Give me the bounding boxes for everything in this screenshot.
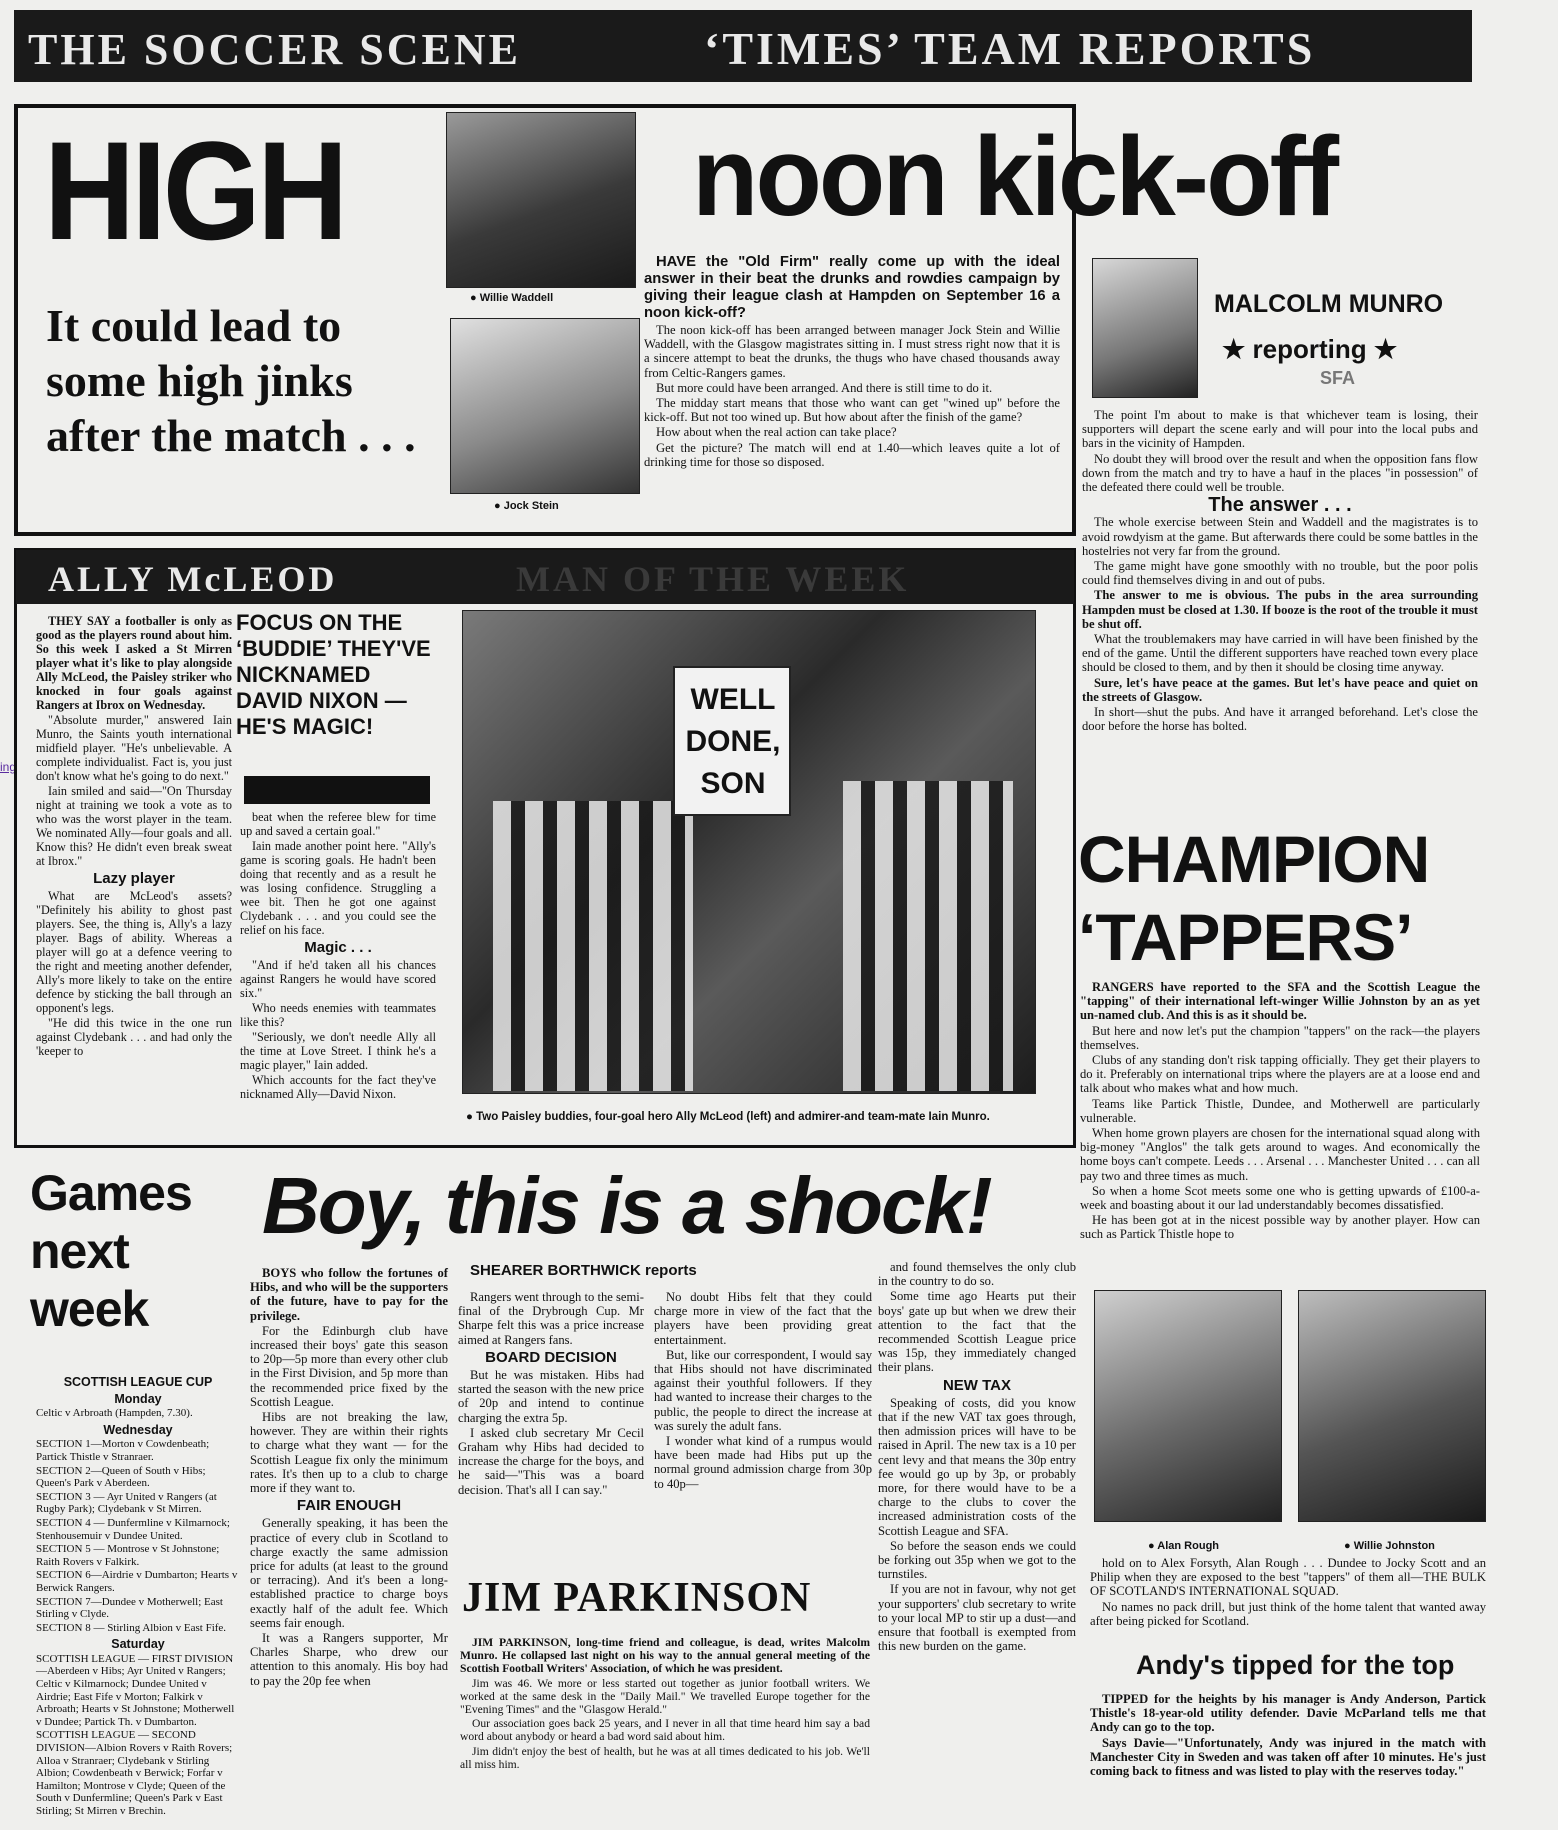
ally-para: What are McLeod's assets? "Definitely his ability to ghost past players. See, the thing is, Ally's a lazy player. Bags of ability. Whereas a player will go at a defence veering to the right and meeting another defender, Ally's more likely to take on the entire defence by sticking the ball through an opponent's legs. — [36, 889, 232, 1015]
champion-headline: CHAMPION ‘TAPPERS’ — [1078, 822, 1430, 974]
lead-para: The noon kick-off has been arranged between manager Jock Stein and Willie Waddell, with the Glasgow magistrates sitting in. I must stress right now that it is a sincere attempt to beat the drunks, the thugs who have chased thousands away from Celtic-Rangers games. — [644, 323, 1060, 380]
lead-para: Get the picture? The match will end at 1.40—which leaves quite a lot of drinking time for those so disposed. — [644, 440, 1060, 469]
answer-heading: The answer . . . — [1208, 494, 1352, 517]
games-title: Games next week — [30, 1165, 192, 1337]
photo-willie-waddell — [446, 112, 636, 288]
tax-heading: NEW TAX — [942, 1376, 1012, 1394]
photo-malcolm-munro — [1092, 258, 1198, 398]
andy-para: Says Davie—"Unfortunately, Andy was injured in the match with Manchester City in Sweden and was taken off after 10 minutes. He's just coming back to fitness and was listed to play with the reserves today." — [1090, 1735, 1486, 1779]
boy-para: Some time ago Hearts put their boys' gate up but when we drew their attention to the fact that the recommended Scottish League price was 15p, they immediately changed their plans. — [878, 1289, 1076, 1375]
ally-bar-faded: MAN OF THE WEEK — [516, 559, 910, 599]
boy-para: So before the season ends we could be forking out 35p when we got to the turnstiles. — [878, 1538, 1076, 1582]
ally-para: THEY SAY a footballer is only as good as the players round about him. So this week I asked a St Mirren player what it's like to play alongside Ally McLeod, the Paisley striker who knocked in four goals against Rangers at Ibrox on Wednesday. — [36, 614, 232, 712]
magic-heading: Magic . . . — [304, 939, 372, 956]
header-right-title: ‘TIMES’ TEAM REPORTS — [704, 23, 1316, 74]
ally-column-2 — [240, 810, 436, 1102]
focus-headline: FOCUS ON THE ‘BUDDIE’ THEY'VE NICKNAMED DAVID NIXON —HE'S MAGIC! — [236, 610, 431, 739]
fixture: SECTION 6—Airdrie v Dumbarton; Hearts v Berwick Rangers. — [36, 1569, 238, 1594]
fixture: SECTION 8 — Stirling Albion v East Fife. — [36, 1621, 227, 1634]
boy-byline: SHEARER BORTHWICK reports — [470, 1262, 697, 1279]
fixtures-list — [36, 1372, 240, 1819]
lead-para: The midday start means that those who want can get "wined up" before the kick-off. But not too wined up. But how about after the finish of the game? — [644, 396, 1060, 425]
fixture: SCOTTISH LEAGUE — FIRST DIVISION—Aberdeen v Hibs; Ayr United v Rangers; Celtic v Kilmarnock; Dundee United v Airdrie; East Fife v Morton; Falkirk v Arbroath; Hearts v St Johnstone; Motherwell v Dundee; Partick Th. v Dumbarton. — [36, 1652, 235, 1728]
photo-willie-johnston — [1298, 1290, 1486, 1522]
focus-black-rule — [244, 776, 430, 804]
striped-shirt-left — [493, 801, 693, 1091]
byline-name: MALCOLM MUNRO — [1214, 290, 1444, 318]
byline-tag: SFA — [1320, 368, 1356, 388]
boy-column-1 — [250, 1266, 448, 1689]
munro-para: No doubt they will brood over the result and when the opposition fans flow down from the match and try to have a hauf in the places "in possession" of the defeated there could well be trouble. — [1082, 451, 1478, 495]
boy-para: But, like our correspondent, I would say that Hibs should not have discriminated against their youthful followers. If they had wanted to increase their charges to the public, the people to direct the increase at was surely the adult fans. — [654, 1347, 872, 1433]
boy-para: Hibs are not breaking the law, however. They are within their rights to charge what they want — for the Scottish League fix only the minimum rates. It's then up to a club to charge more if they want to. — [250, 1410, 448, 1496]
fixture: Celtic v Arbroath (Hampden, 7.30). — [36, 1407, 193, 1420]
ally-para: Iain smiled and said—"On Thursday night at training we took a vote as to who was the worst player in the team. We nominated Ally—four goals and all. Know this? He didn't even break sweat at Ibrox." — [36, 784, 232, 868]
ally-bar-title: ALLY McLEOD — [48, 559, 338, 599]
boy-para: If you are not in favour, why not get your supporters' club secretary to write to your local MP to stir up a dust—and ensure that football is exempted from this new burden on the game. — [878, 1582, 1076, 1654]
ally-bar — [16, 550, 1074, 604]
lead-headline-right: noon kick-off — [692, 114, 1337, 239]
boy-para: Rangers went through to the semi-final of the Drybrough Cup. Mr Sharpe felt this was a price increase aimed at Rangers fans. — [458, 1290, 644, 1347]
champion-article — [1080, 980, 1480, 1243]
lead-article — [644, 254, 1060, 470]
ally-column-1 — [36, 614, 232, 1059]
boy-headline: Boy, this is a shock! — [262, 1161, 991, 1250]
ally-para: Who needs enemies with teammates like this? — [240, 1001, 436, 1029]
boy-para: It was a Rangers supporter, Mr Charles Sharpe, who drew our attention to this anomaly. His boy had to pay the 20p fee when — [250, 1631, 448, 1688]
boy-column-4 — [878, 1260, 1076, 1654]
jim-para: Jim didn't enjoy the best of health, but he was at all times dedicated to his job. We'll all miss him. — [460, 1744, 870, 1771]
jim-para: Our association goes back 25 years, and I never in all that time heard him say a bad word about anybody or heard a bad word said about him. — [460, 1717, 870, 1744]
ally-para: Which accounts for the fact they've nicknamed Ally—David Nixon. — [240, 1073, 436, 1101]
answer-para: The game might have gone smoothly with no trouble, but the poor polis could find themselves diving in and out of pubs. — [1082, 559, 1478, 588]
boy-para: But he was mistaken. Hibs had started the season with the new price of 20p and intend to continue charging the extra 5p. — [458, 1368, 644, 1425]
header-bar — [14, 10, 1472, 82]
photo-paisley-buddies — [462, 610, 1036, 1094]
boy-para: and found themselves the only club in the country to do so. — [878, 1260, 1076, 1289]
saturday-heading: Saturday — [111, 1637, 165, 1652]
champion-para: When home grown players are chosen for the international squad along with big-money "Anglos" the talk gets around to wages. And economically the home boys can't compete. Leeds . . . Arsenal . . . Manchester United . . . can all pay two and three times as much. — [1080, 1126, 1480, 1183]
ally-para: "And if he'd taken all his chances against Rangers he would have scored six." — [240, 958, 436, 1000]
fair-heading: FAIR ENOUGH — [296, 1497, 402, 1515]
sign-text: WELL DONE, SON — [685, 683, 781, 800]
champion-continued — [1090, 1556, 1486, 1629]
board-heading: BOARD DECISION — [485, 1348, 617, 1366]
fixture: SECTION 1—Morton v Cowdenbeath; Partick Thistle v Stranraer. — [36, 1438, 210, 1463]
jim-para: Jim was 46. We more or less started out together as junior football writers. We worked at the same desk in the "Daily Mail." We travelled Europe together for the "Evening Times" and the "Glasgow Herald." — [460, 1676, 870, 1717]
champion-para: But here and now let's put the champion "tappers" on the rack—the players themselves. — [1080, 1023, 1480, 1052]
answer-para: Sure, let's have peace at the games. But let's have peace and quiet on the streets of Glasgow. — [1082, 675, 1478, 704]
munro-column — [1082, 408, 1478, 734]
fixture: SECTION 4 — Dunfermline v Kilmarnock; Stenhousemuir v Dundee United. — [36, 1516, 230, 1542]
andy-article — [1090, 1692, 1486, 1779]
champion-para: He has been got at in the nicest possible way by another player. How can such as Partick Thistle hope to — [1080, 1213, 1480, 1242]
ally-para: "He did this twice in the one run against Clydebank . . . and had only the 'keeper to — [36, 1016, 232, 1058]
ally-para: beat when the referee blew for time up and saved a certain goal." — [240, 810, 436, 838]
jim-headline: JIM PARKINSON — [462, 1575, 812, 1621]
andy-heading: Andy's tipped for the top — [1136, 1650, 1455, 1680]
lazy-heading: Lazy player — [93, 870, 175, 887]
answer-para: The whole exercise between Stein and Waddell and the magistrates is to avoid rowdyism at the game. But afterwards there could be some battles in the hostelries not very far from the ground. — [1082, 515, 1478, 558]
answer-para: The answer to me is obvious. The pubs in the area surrounding Hampden must be closed at 1.30. If booze is the root of the trouble it must be shut off. — [1082, 588, 1478, 631]
fixture: SECTION 7—Dundee v Motherwell; East Stirling v Clyde. — [36, 1595, 223, 1621]
caption-willie-johnston: ● Willie Johnston — [1344, 1540, 1435, 1552]
munro-para: The point I'm about to make is that whichever team is losing, their supporters will depart the scene early and will pour into the local pubs and bars in the vicinity of Hampden. — [1082, 408, 1478, 451]
monday-heading: Monday — [114, 1391, 162, 1406]
edge-link[interactable]: ing — [0, 760, 17, 774]
champion-para: hold on to Alex Forsyth, Alan Rough . . . Dundee to Jocky Scott and an Philip when they are exposed to the best "tappers" of them all—THE BULK OF SCOTLAND'S INTERNATIONAL SQUAD. — [1090, 1556, 1486, 1599]
photo-alan-rough — [1094, 1290, 1282, 1522]
boy-column-3 — [654, 1290, 872, 1492]
ally-photo-caption: ● Two Paisley buddies, four-goal hero Ally McLeod (left) and admirer-and team-mate Iain Munro. — [466, 1111, 990, 1123]
ally-para: Iain made another point here. "Ally's game is scoring goals. He hadn't been doing that recently and as a result he was losing confidence. Struggling a wee bit. Then he got one against Clydebank . . . and you could see the relief on his face. — [240, 839, 436, 937]
lead-para: But more could have been arranged. And there is still time to do it. — [656, 380, 993, 395]
caption-willie-waddell: ● Willie Waddell — [470, 292, 554, 304]
boy-para: Speaking of costs, did you know that if the new VAT tax goes through, then admission prices will have to be raised in April. The new tax is a 10 per cent levy and that means the 30p entry fee would go up by 3p, or probably more, for there would have to be a charge to the clubs to cover the increased administration costs of the Scottish League and SFA. — [878, 1395, 1076, 1538]
andy-para: TIPPED for the heights by his manager is Andy Anderson, Partick Thistle's 18-year-old utility defender. Davie McParland tells me that Andy can go to the top. — [1090, 1692, 1486, 1735]
lead-strapline: It could lead to some high jinks after the match . . . — [46, 300, 416, 461]
boy-para: I wonder what kind of a rumpus would have been made had Hibs put up the normal ground admission charge from 30p to 40p— — [654, 1434, 872, 1491]
caption-jock-stein: ● Jock Stein — [494, 500, 559, 512]
jim-article — [460, 1636, 870, 1772]
boy-para: No doubt Hibs felt that they could charge more in view of the fact that the players have been providing great entertainment. — [654, 1290, 872, 1347]
champion-para: Clubs of any standing don't risk tapping officially. They get their players to do it. Preferably on international trips where the players are at a loose end and talk about who makes what and how much. — [1080, 1053, 1480, 1096]
champion-para: No names no pack drill, but just think of the home talent that wanted away after being picked for Scotland. — [1090, 1599, 1486, 1628]
byline-role: ★ reporting ★ — [1222, 334, 1398, 364]
fixture: SECTION 3 — Ayr United v Rangers (at Rugby Park); Clydebank v St Mirren. — [36, 1490, 217, 1516]
champion-para: Teams like Partick Thistle, Dundee, and Motherwell are particularly vulnerable. — [1080, 1096, 1480, 1125]
lead-intro: HAVE the "Old Firm" really come up with the ideal answer in their beat the drunks and rowdies campaign by giving their league clash at Hampden on September 16 a noon kick-off? — [644, 254, 1060, 321]
boy-para: I asked club secretary Mr Cecil Graham why Hibs had decided to increase the charge for the boys, and he said—"This was a board decision. That's all I can say." — [458, 1425, 644, 1497]
boy-para: For the Edinburgh club have increased their boys' gate this season to 20p—5p more than every other club in the First Division, and 5p more than the recommended price fixed by the Scottish League. — [250, 1323, 448, 1409]
header-left-title: THE SOCCER SCENE — [28, 25, 522, 74]
answer-para: What the troublemakers may have carried in will have been finished by the end of the game. Until the different supporters have reached town every place should be closed to them, and by then it should be closing time anyway. — [1082, 632, 1478, 675]
lead-headline-left: HIGH — [44, 112, 345, 269]
fixture: SECTION 5 — Montrose v St Johnstone; Raith Rovers v Falkirk. — [36, 1543, 220, 1568]
jim-para: JIM PARKINSON, long-time friend and colleague, is dead, writes Malcolm Munro. He collapsed last night on his way to the annual general meeting of the Scottish Football Writers' Association, of which he was president. — [460, 1636, 870, 1676]
striped-shirt-right — [843, 781, 1013, 1091]
answer-para: In short—shut the pubs. And have it arranged beforehand. Let's close the door before the horse has bolted. — [1082, 705, 1478, 734]
champion-para: So when a home Scot meets some one who is getting upwards of £100-a-week and boasting about it our lad understandably becomes dissatisfied. — [1080, 1183, 1480, 1213]
photo-jock-stein — [450, 318, 640, 494]
cup-heading: SCOTTISH LEAGUE CUP — [63, 1375, 213, 1389]
boy-para: BOYS who follow the fortunes of Hibs, and who will be the supporters of the future, have to pay for the privilege. — [250, 1266, 448, 1323]
ally-para: "Seriously, we don't needle Ally all the time at Love Street. I think he's a magic player," Iain added. — [240, 1030, 436, 1072]
boy-para: Generally speaking, it has been the practice of every club in Scotland to charge exactly the same admission price for adults (at least to the ground or terracing). And it's been a long-established practice to charge boys exactly half of the adult fee. Which seems fair enough. — [250, 1516, 448, 1630]
caption-alan-rough: ● Alan Rough — [1148, 1540, 1220, 1552]
wednesday-heading: Wednesday — [103, 1422, 173, 1437]
fixture: SECTION 2—Queen of South v Hibs; Queen's Park v Aberdeen. — [36, 1464, 206, 1490]
champion-para: RANGERS have reported to the SFA and the Scottish League the "tapping" of their international left-winger Willie Johnston by an as yet un-named club. And this is as it should be. — [1080, 980, 1480, 1023]
lead-para: How about when the real action can take place? — [656, 425, 897, 440]
fixture: SCOTTISH LEAGUE — SECOND DIVISION—Albion Rovers v Raith Rovers; Alloa v Stranraer; Clydebank v Stirling Albion; Cowdenbeath v Berwick; Forfar v Hamilton; Montrose v Clyde; Queen of the South v Dunfermline; Queen's Park v East Stirling; St Mirren v Brechin. — [36, 1729, 233, 1817]
boy-column-2 — [458, 1290, 644, 1498]
ally-para: "Absolute murder," answered Iain Munro, the Saints youth international midfield player. "He's unbelievable. A complete individualist. Fact is, you just don't know what he's going to do next." — [36, 713, 232, 783]
